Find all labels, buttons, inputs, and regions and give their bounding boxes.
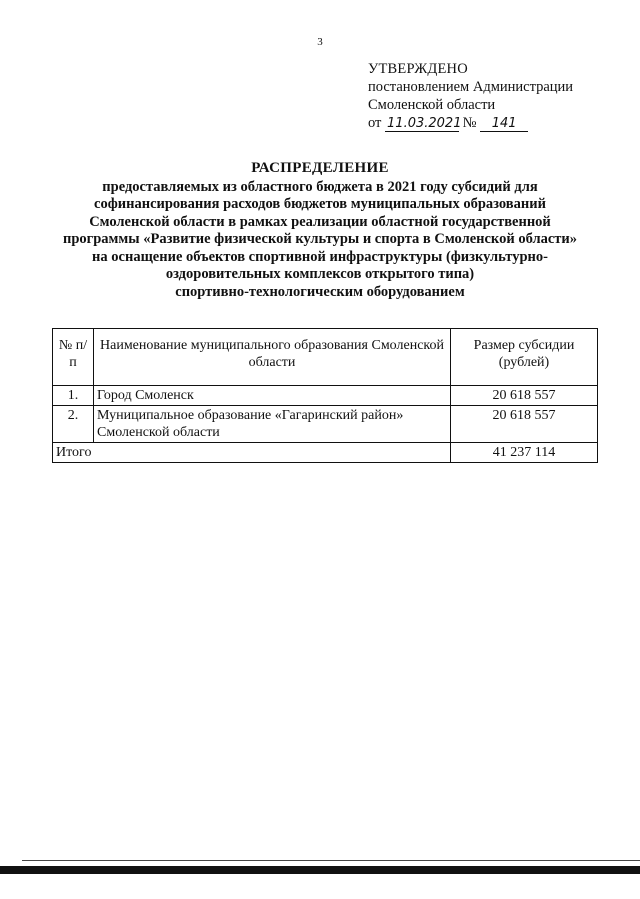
row-num: 1. bbox=[53, 386, 94, 406]
number-prefix: № bbox=[462, 115, 477, 131]
row-amount: 20 618 557 bbox=[451, 386, 598, 406]
header-name: Наименование муниципального образования Смоленской области bbox=[94, 329, 451, 386]
approval-heading: УТВЕРЖДЕНО bbox=[368, 61, 468, 77]
approval-date-line bbox=[368, 114, 573, 132]
row-num: 2. bbox=[53, 406, 94, 443]
table-total-row bbox=[53, 443, 598, 463]
scan-edge-bar bbox=[0, 866, 640, 874]
approval-number: 141 bbox=[480, 117, 528, 132]
table-row bbox=[53, 406, 598, 443]
approval-line-2: постановлением Администрации bbox=[368, 79, 574, 95]
distribution-table bbox=[52, 328, 598, 463]
approval-date: 11.03.2021 bbox=[387, 116, 462, 131]
total-label: Итого bbox=[53, 443, 451, 463]
title-main: РАСПРЕДЕЛЕНИЕ bbox=[251, 160, 389, 176]
approval-stamp bbox=[368, 60, 573, 132]
row-name: Муниципальное образование «Гагаринский район» Смоленской области bbox=[94, 406, 451, 443]
scan-edge-line bbox=[22, 860, 640, 861]
document-title bbox=[0, 160, 640, 301]
page-number: 3 bbox=[317, 36, 323, 48]
title-line: софинансирования расходов бюджетов муниципальных образований bbox=[94, 196, 546, 212]
header-amount: Размер субсидии (рублей) bbox=[451, 329, 598, 386]
table-row bbox=[53, 386, 598, 406]
total-amount: 41 237 114 bbox=[451, 443, 598, 463]
approval-line-3: Смоленской области bbox=[368, 97, 496, 113]
row-name: Город Смоленск bbox=[94, 386, 451, 406]
table-header-row bbox=[53, 329, 598, 386]
title-line: предоставляемых из областного бюджета в 2021 году субсидий для bbox=[102, 178, 538, 195]
title-line: программы «Развитие физической культуры и спорта в Смоленской области» bbox=[62, 231, 578, 247]
title-line: Смоленской области в рамках реализации областной государственной bbox=[89, 213, 551, 230]
title-line: оздоровительных комплексов открытого типа) bbox=[165, 266, 475, 282]
header-num: № п/п bbox=[53, 329, 94, 386]
title-line: на оснащение объектов спортивной инфраструктуры (физкультурно- bbox=[92, 248, 548, 265]
title-line: спортивно-технологическим оборудованием bbox=[175, 283, 465, 300]
row-amount: 20 618 557 bbox=[451, 406, 598, 443]
date-prefix: от bbox=[368, 115, 382, 131]
